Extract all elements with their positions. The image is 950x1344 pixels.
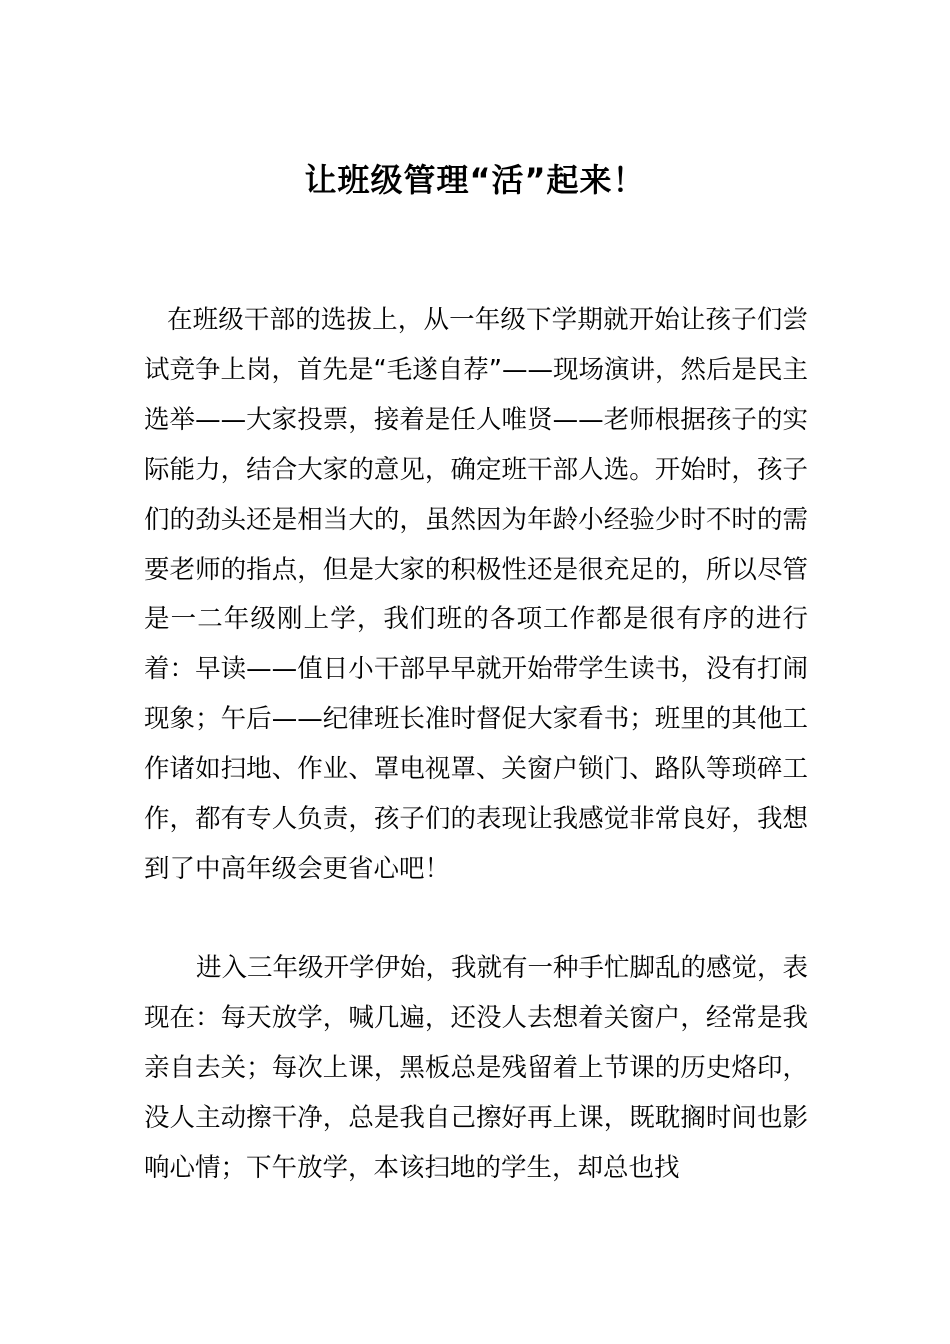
- document-title: 让班级管理“活”起来！: [304, 161, 646, 199]
- paragraph-2: 进入三年级开学伊始，我就有一种手忙脚乱的感觉，表现在：每天放学，喊几遍，还没人去想着关窗户，经常是我亲自去关；每次上课，黑板总是残留着上节课的历史烙印，没人主动擦干净，总是我自己擦好再上课，既耽搁时间也影响心情；下午放学，本该扫地的学生，却总也找: [144, 953, 809, 1183]
- paragraph-1: 在班级干部的选拔上，从一年级下学期就开始让孩子们尝试竞争上岗，首先是“毛遂自荐”——现场演讲，然后是民主选举——大家投票，接着是任人唯贤——老师根据孩子的实际能力，结合大家的意见，确定班干部人选。开始时，孩子们的劲头还是相当大的，虽然因为年龄小经验少时不时的需要老师的指点，但是大家的积极性还是很充足的，所以尽管是一二年级刚上学，我们班的各项工作都是很有序的进行着：早读——值日小干部早早就开始带学生读书，没有打闹现象；午后——纪律班长准时督促大家看书；班里的其他工作诸如扫地、作业、罩电视罩、关窗户锁门、路队等琐碎工作，都有专人负责，孩子们的表现让我感觉非常良好，我想到了中高年级会更省心吧！: [144, 305, 808, 884]
